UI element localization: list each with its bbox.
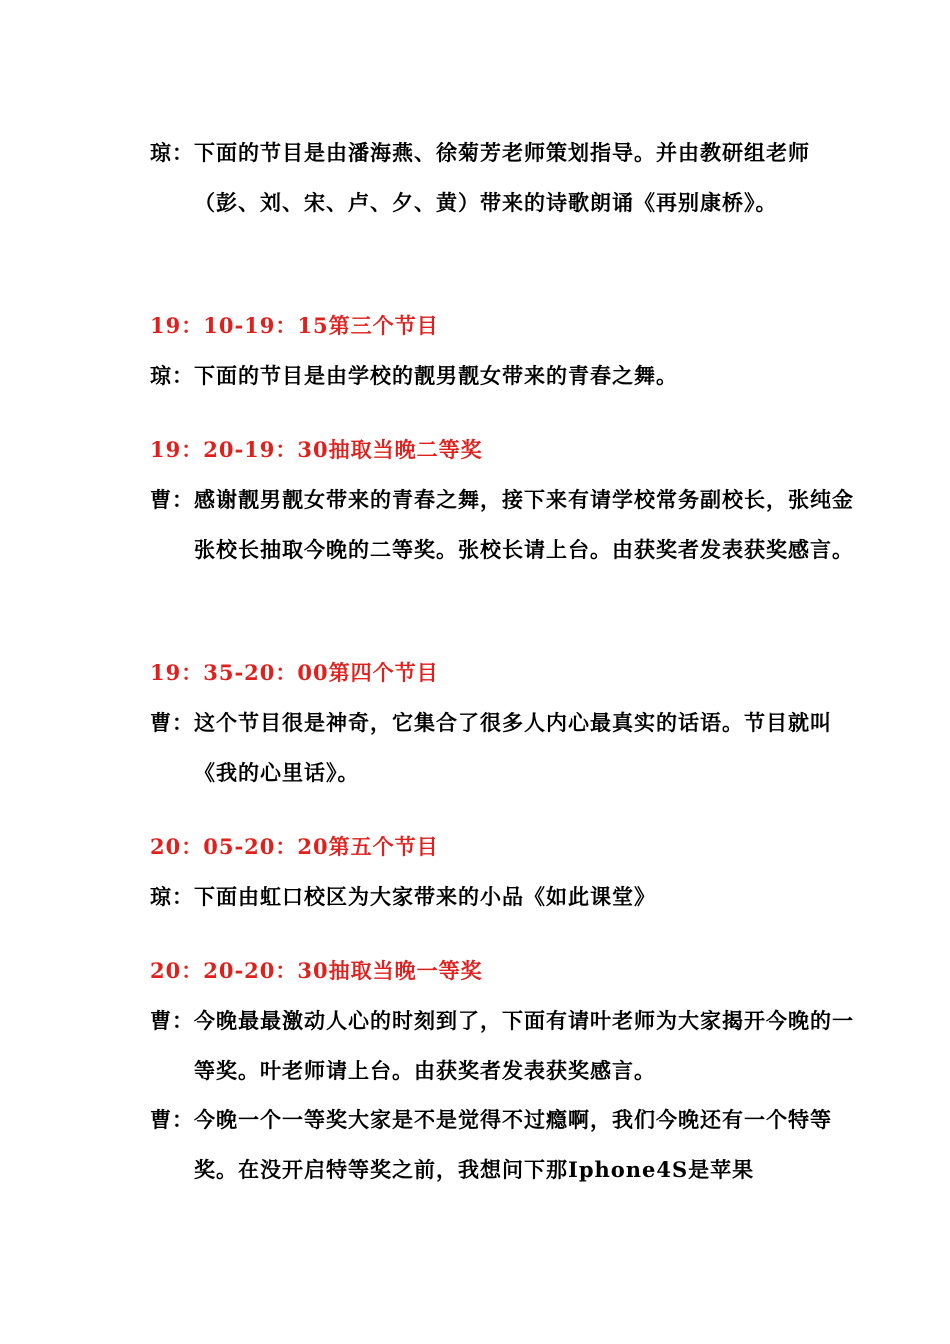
script-line-5 [150,872,854,922]
program-time-heading-5: 20：20-20：30抽取当晚一等奖 [150,958,483,983]
speaker-label: 琼： [150,363,194,388]
line-text: 今晚最最激动人心的时刻到了，下面有请叶老师为大家揭开今晚的一等奖。叶老师请上台。由获奖者发表获奖感言。 [194,1008,854,1083]
speaker-label: 琼： [150,884,194,909]
program-time-heading-4: 20：05-20：20第五个节目 [150,834,439,859]
line-text: 下面的节目是由学校的靓男靓女带来的青春之舞。 [194,363,678,388]
speaker-label: 曹： [150,710,194,735]
script-line-4 [150,698,854,798]
speaker-label: 曹： [150,1107,194,1132]
speaker-label: 曹： [150,487,194,512]
script-line-3 [150,475,854,575]
line-text: 下面的节目是由潘海燕、徐菊芳老师策划指导。并由教研组老师（彭、刘、宋、卢、夕、黄）带来的诗歌朗诵《再别康桥》。 [194,140,810,215]
script-line-6 [150,996,854,1096]
line-text: 下面由虹口校区为大家带来的小品《如此课堂》 [194,884,656,909]
speaker-label: 琼： [150,140,194,165]
script-line-7 [150,1095,854,1195]
script-line-2 [150,351,854,401]
program-time-heading-1: 19：10-19：15第三个节目 [150,313,439,338]
program-time-heading-2: 19：20-19：30抽取当晚二等奖 [150,437,483,462]
line-text: 今晚一个一等奖大家是不是觉得不过瘾啊，我们今晚还有一个特等奖。在没开启特等奖之前，我想问下那Iphone4S是苹果 [194,1107,832,1182]
line-text: 感谢靓男靓女带来的青春之舞，接下来有请学校常务副校长，张纯金张校长抽取今晚的二等奖。张校长请上台。由获奖者发表获奖感言。 [194,487,854,562]
program-time-heading-3: 19：35-20：00第四个节目 [150,660,439,685]
speaker-label: 曹： [150,1008,194,1033]
line-text: 这个节目很是神奇，它集合了很多人内心最真实的话语。节目就叫《我的心里话》。 [194,710,832,785]
script-line-1 [150,128,854,228]
